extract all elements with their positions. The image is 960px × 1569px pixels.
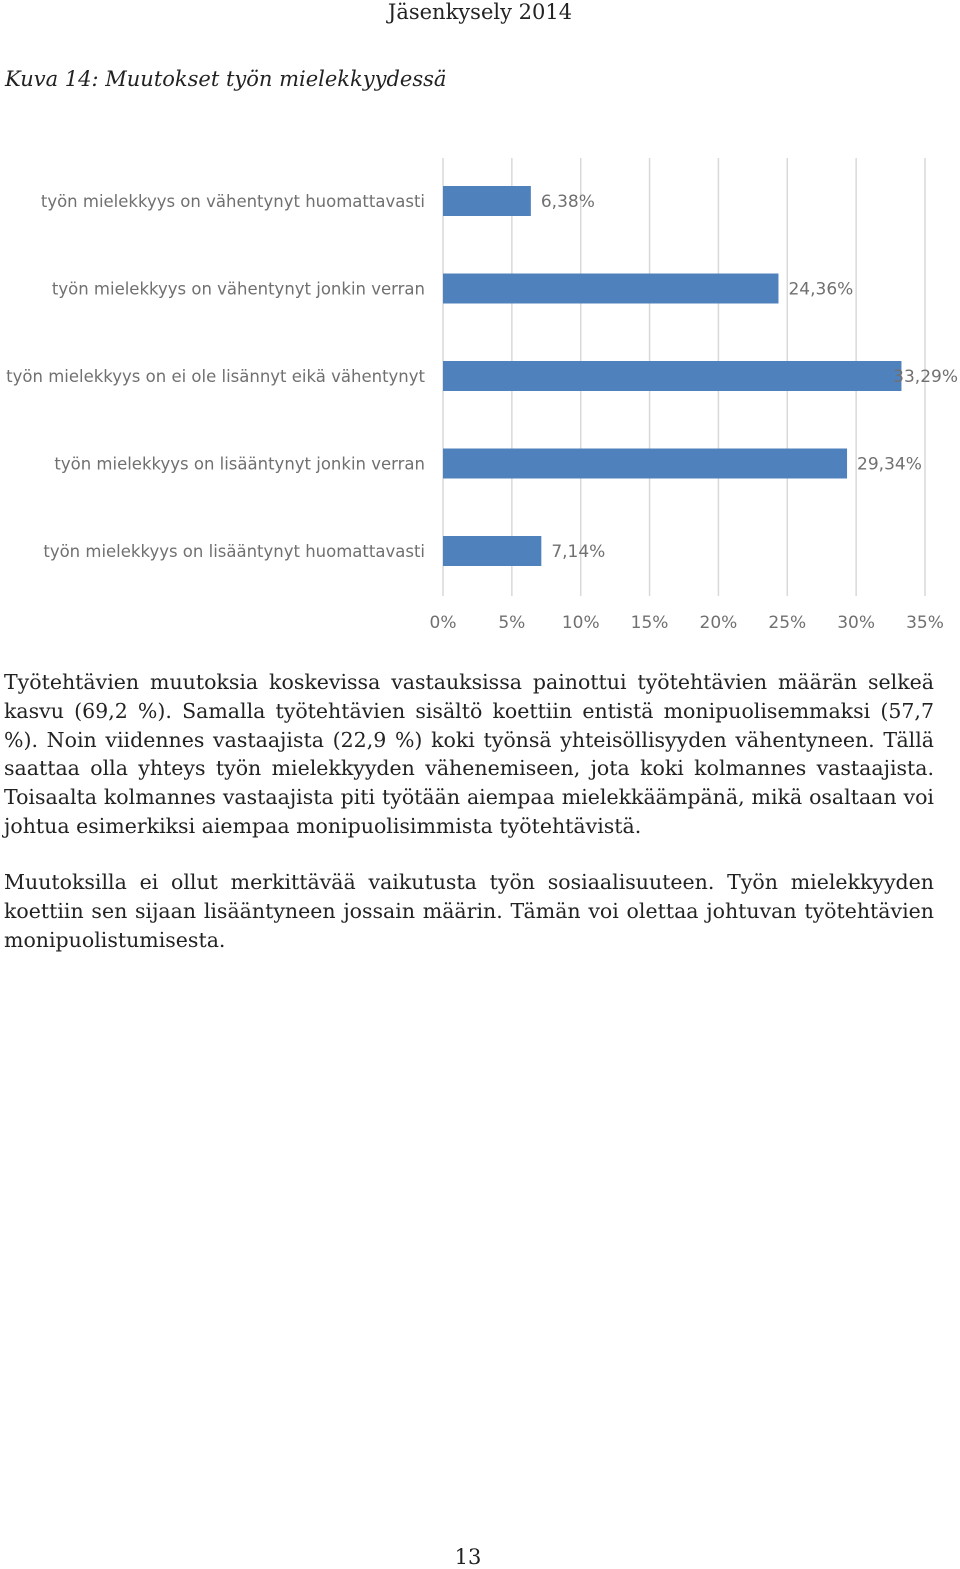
x-tick-label: 0%	[429, 613, 457, 633]
bar	[443, 449, 847, 479]
bar-chart	[0, 150, 960, 640]
figure-caption: Kuva 14: Muutokset työn mielekkyydessä	[5, 67, 447, 91]
page-number: 13	[454, 1545, 482, 1569]
x-tick-label: 20%	[699, 613, 738, 633]
category-label: työn mielekkyys on lisääntynyt huomattavasti	[43, 542, 425, 561]
category-label: työn mielekkyys on ei ole lisännyt eikä vähentynyt	[6, 367, 425, 386]
category-label: työn mielekkyys on lisääntynyt jonkin verran	[54, 454, 425, 474]
x-tick-label: 25%	[768, 613, 807, 633]
bar	[443, 361, 901, 391]
category-label: työn mielekkyys on vähentynyt jonkin verran	[51, 279, 425, 299]
category-label: työn mielekkyys on vähentynyt huomattavasti	[40, 192, 425, 211]
chart-x-ticks	[430, 613, 944, 633]
data-label: 24,36%	[788, 279, 854, 300]
body-paragraph-2: Muutoksilla ei ollut merkittävää vaikutusta työn sosiaalisuuteen. Työn mielekkyyden koettiin sen sijaan lisääntyneen jossain määrin. Tämän voi olettaa johtuvan työtehtävien monipuolistumisesta.	[4, 870, 934, 952]
bar	[443, 186, 531, 216]
data-label: 6,38%	[540, 192, 595, 212]
bar	[443, 536, 541, 566]
data-label: 7,14%	[551, 542, 606, 562]
x-tick-label: 30%	[837, 613, 876, 633]
page-header: Jäsenkysely 2014	[387, 0, 573, 24]
bar	[443, 274, 778, 304]
chart-category-labels	[6, 192, 425, 561]
data-label: 33,29%	[893, 367, 958, 387]
body-paragraph-1: Työtehtävien muutoksia koskevissa vastauksissa painottui työtehtävien määrän selkeä kasvu (69,2 %). Samalla työtehtävien sisältö koettiin entistä monipuolisemmaksi (57,7 %). Noin viidennes vastaajista (22,9 %) koki työnsä yhteisöllisyyden vähentyneen. Tällä saattaa olla yhteys työn mielekkyyden vähenemiseen, jota koki kolmannes vastaajista. Toisaalta kolmannes vastaajista piti työtään aiempaa mielekkäämpänä, mikä osaltaan voi johtua esimerkiksi aiempaa monipuolisimmista työtehtävistä.	[4, 670, 934, 838]
data-label: 29,34%	[857, 454, 922, 475]
x-tick-label: 15%	[630, 613, 669, 633]
x-tick-label: 35%	[906, 613, 944, 633]
x-tick-label: 10%	[561, 613, 600, 633]
x-tick-label: 5%	[498, 613, 526, 633]
